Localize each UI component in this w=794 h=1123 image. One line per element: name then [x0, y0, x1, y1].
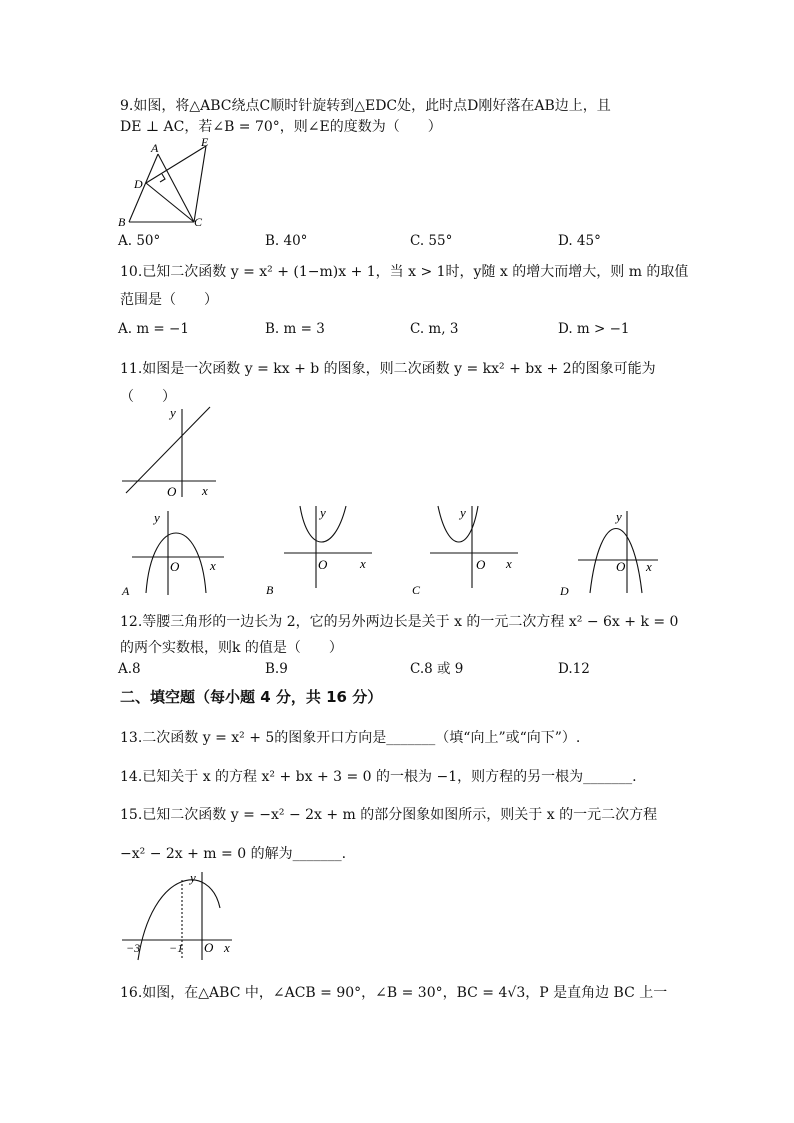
- q11-stem-line1: 11.如图是一次函数 y = kx + b 的图象，则二次函数 y = kx² + bx + 2的图象可能为: [120, 361, 656, 377]
- origin: O: [167, 484, 177, 499]
- tick-minus-1: −1: [169, 941, 184, 955]
- option-label-c: C: [412, 583, 421, 596]
- q13-stem: 13.二次函数 y = x² + 5的图象开口方向是_______（填“向上”或“向下”）.: [120, 730, 581, 746]
- origin: O: [476, 557, 486, 572]
- axis-y: y: [460, 505, 466, 520]
- label-E: E: [201, 136, 209, 149]
- q12-option-b[interactable]: B.9: [265, 661, 288, 677]
- axis-y: y: [154, 510, 160, 525]
- q11-graph-a[interactable]: [118, 505, 226, 597]
- option-label-d: D: [560, 584, 569, 597]
- label-D: D: [134, 177, 143, 191]
- label-B: B: [118, 215, 126, 228]
- q10-option-a[interactable]: A. m = −1: [118, 321, 189, 337]
- q9-stem-line2: DE ⊥ AC，若∠B = 70°，则∠E的度数为（ ）: [120, 119, 442, 135]
- q11-stem-line2: （ ）: [120, 389, 176, 405]
- q15-stem-line2: −x² − 2x + m = 0 的解为_______.: [120, 846, 347, 862]
- q9-option-a[interactable]: A. 50°: [118, 233, 161, 249]
- axis-x: x: [224, 940, 230, 955]
- q11-graph-d[interactable]: [556, 505, 668, 597]
- label-C: C: [194, 215, 203, 228]
- q12-stem-line1: 12.等腰三角形的一边长为 2，它的另外两边长是关于 x 的一元二次方程 x² − 6x + k = 0: [120, 614, 679, 630]
- axis-x: x: [360, 556, 366, 571]
- axis-x: x: [202, 483, 208, 498]
- axis-y: y: [320, 505, 326, 520]
- q10-stem-line1: 10.已知二次函数 y = x² + (1−m)x + 1，当 x > 1时，y随 x 的增大而增大，则 m 的取值: [120, 264, 689, 280]
- axis-x: x: [210, 558, 216, 573]
- q9-stem-line1: 9.如图，将△ABC绕点C顺时针旋转到△EDC处，此时点D刚好落在AB边上，且: [120, 98, 611, 114]
- q9-option-d[interactable]: D. 45°: [558, 233, 601, 249]
- origin: O: [616, 559, 626, 574]
- axis-x: x: [506, 556, 512, 571]
- q9-option-c[interactable]: C. 55°: [410, 233, 453, 249]
- label-A: A: [151, 141, 159, 155]
- q12-option-d[interactable]: D.12: [558, 661, 590, 677]
- option-label-a: A: [122, 584, 130, 597]
- q11-graph-c[interactable]: [410, 500, 522, 596]
- q9-option-b[interactable]: B. 40°: [265, 233, 308, 249]
- origin: O: [204, 940, 214, 955]
- axis-y: y: [170, 405, 176, 420]
- origin: O: [170, 559, 180, 574]
- section-heading: 二、填空题（每小题 4 分，共 16 分）: [120, 688, 383, 706]
- q12-stem-line2: 的两个实数根，则k 的值是（ ）: [120, 640, 343, 656]
- axis-y: y: [616, 509, 622, 524]
- q11-graph-b[interactable]: [264, 500, 376, 596]
- q16-stem: 16.如图，在△ABC 中，∠ACB = 90°，∠B = 30°，BC = 4√3，P 是直角边 BC 上一: [120, 985, 668, 1001]
- q15-parabola-figure: [118, 866, 242, 962]
- q9-triangle-figure: [115, 136, 215, 228]
- q10-option-d[interactable]: D. m > −1: [558, 321, 630, 337]
- q10-option-b[interactable]: B. m = 3: [265, 321, 325, 337]
- q14-stem: 14.已知关于 x 的方程 x² + bx + 3 = 0 的一根为 −1，则方程的另一根为_______.: [120, 769, 637, 785]
- q12-option-a[interactable]: A.8: [118, 661, 141, 677]
- axis-y: y: [190, 870, 196, 885]
- origin: O: [318, 557, 328, 572]
- option-label-b: B: [266, 583, 274, 596]
- q15-stem-line1: 15.已知二次函数 y = −x² − 2x + m 的部分图象如图所示，则关于 x 的一元二次方程: [120, 807, 658, 823]
- tick-minus-3: −3: [126, 941, 141, 955]
- q12-option-c[interactable]: C.8 或 9: [410, 661, 464, 677]
- axis-x: x: [646, 559, 652, 574]
- q11-linear-graph: [118, 403, 218, 499]
- q10-option-c[interactable]: C. m, 3: [410, 321, 459, 337]
- q10-stem-line2: 范围是（ ）: [120, 292, 218, 308]
